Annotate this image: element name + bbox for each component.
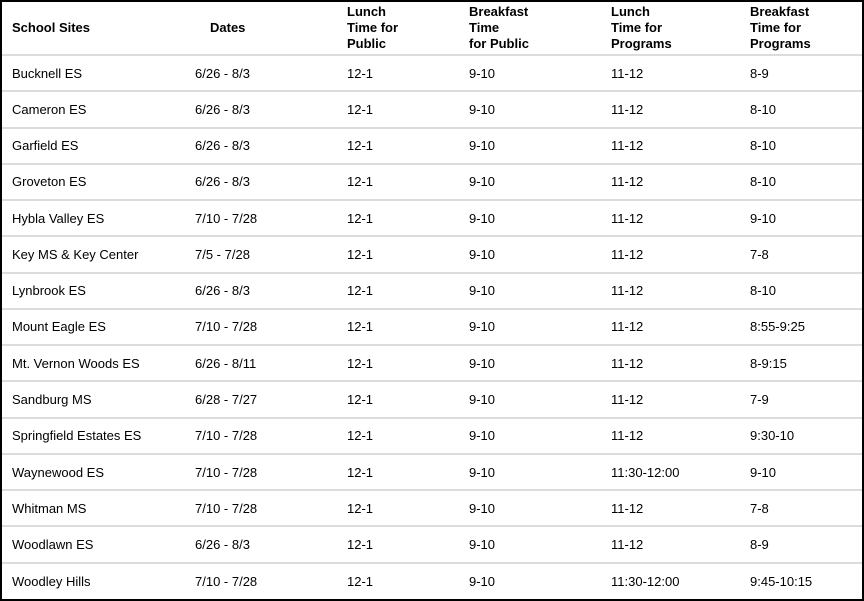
table-cell: 6/26 - 8/11 [195,355,257,371]
table-cell: 11-12 [611,246,644,262]
table-cell: 7/5 - 7/28 [195,246,250,262]
table-cell: 9-10 [469,65,496,81]
table-cell: 9-10 [469,537,496,553]
column-header-breakfast-public [459,2,601,55]
table-cell: 9:45-10:15 [750,573,813,589]
table-cell: 7/10 - 7/28 [195,464,258,480]
table-body [2,55,862,599]
table-cell: 9-10 [469,283,496,299]
table-cell: 11-12 [611,138,644,154]
table-cell: 11-12 [611,283,644,299]
school-site-cell: Key MS & Key Center [12,246,139,262]
table-cell: 8-10 [750,138,777,154]
table-cell: 8-10 [750,174,777,190]
table-cell: 12-1 [347,283,374,299]
column-header-line: Time for [611,20,663,35]
table-cell: 11-12 [611,428,644,444]
column-header-line: Breakfast [469,4,529,19]
table-cell: 11-12 [611,174,644,190]
table-cell: 9-10 [750,464,777,480]
table-row [2,91,862,127]
school-site-cell: Whitman MS [12,500,87,516]
table-cell: 9-10 [469,246,496,262]
school-site-cell: Garfield ES [12,138,79,154]
table-cell: 12-1 [347,246,374,262]
table-cell: 9-10 [469,573,496,589]
column-header-line: School Sites [12,20,91,35]
table-cell: 9-10 [469,428,496,444]
table-cell: 9-10 [469,464,496,480]
header-row [2,2,862,55]
column-header-line: Lunch [611,4,650,19]
table-cell: 9-10 [469,101,496,117]
school-site-cell: Sandburg MS [12,392,92,408]
schedule-table [2,2,862,599]
table-cell: 12-1 [347,138,374,154]
table-cell: 12-1 [347,537,374,553]
table-row [2,309,862,345]
column-header-line: Time for [750,20,802,35]
column-header-line: Time [469,20,500,35]
table-cell: 8-9 [750,65,769,81]
table-cell: 6/28 - 7/27 [195,392,258,408]
column-header-line: Lunch [347,4,386,19]
table-row [2,55,862,91]
table-cell: 8-10 [750,283,777,299]
table-cell: 9-10 [469,355,496,371]
table-cell: 12-1 [347,319,374,335]
table-cell: 8-9 [750,537,769,553]
table-row [2,418,862,454]
table-cell: 11-12 [611,392,644,408]
table-cell: 6/26 - 8/3 [195,283,250,299]
table-cell: 9-10 [469,392,496,408]
table-cell: 6/26 - 8/3 [195,65,250,81]
column-header-dates [185,2,337,55]
table-cell: 11-12 [611,355,644,371]
table-row [2,381,862,417]
table-row [2,526,862,562]
school-site-cell: Woodley Hills [12,573,91,589]
table-cell: 11-12 [611,101,644,117]
column-header-breakfast-programs [740,2,862,55]
school-site-cell: Mount Eagle ES [12,319,106,335]
table-cell: 11:30-12:00 [611,573,680,589]
table-cell: 7-8 [750,246,769,262]
table-cell: 11-12 [611,319,644,335]
school-site-cell: Springfield Estates ES [12,428,142,444]
table-row [2,454,862,490]
table-cell: 9-10 [469,210,496,226]
table-row [2,236,862,272]
table-cell: 6/26 - 8/3 [195,138,250,154]
table-cell: 7/10 - 7/28 [195,319,258,335]
table-cell: 7/10 - 7/28 [195,428,258,444]
table-cell: 11-12 [611,537,644,553]
column-header-line: Dates [210,20,246,35]
school-site-cell: Bucknell ES [12,65,83,81]
table-cell: 11-12 [611,210,644,226]
column-header-line: Programs [611,36,672,51]
table-cell: 6/26 - 8/3 [195,101,250,117]
table-cell: 12-1 [347,355,374,371]
school-site-cell: Waynewood ES [12,464,105,480]
table-row [2,200,862,236]
table-cell: 12-1 [347,210,374,226]
table-cell: 6/26 - 8/3 [195,174,250,190]
table-row [2,490,862,526]
column-header-line: for Public [469,36,529,51]
table-cell: 9-10 [469,500,496,516]
table-cell: 12-1 [347,464,374,480]
table-cell: 12-1 [347,428,374,444]
table-cell: 8:55-9:25 [750,319,805,335]
table-cell: 7/10 - 7/28 [195,573,258,589]
school-site-cell: Hybla Valley ES [12,210,105,226]
table-cell: 8-10 [750,101,777,117]
table-cell: 12-1 [347,174,374,190]
table-cell: 12-1 [347,500,374,516]
column-header-line: Time for [347,20,399,35]
table-cell: 9-10 [469,319,496,335]
table-row [2,345,862,381]
table-cell: 9-10 [750,210,777,226]
table-cell: 12-1 [347,573,374,589]
table-cell: 12-1 [347,65,374,81]
table-cell: 7-8 [750,500,769,516]
table-cell: 9:30-10 [750,428,795,444]
table-cell: 12-1 [347,392,374,408]
column-header-line: Programs [750,36,811,51]
column-header-lunch-programs [601,2,740,55]
table-header [2,2,862,55]
table-cell: 7-9 [750,392,769,408]
column-header-school-sites [2,2,185,55]
table-cell: 7/10 - 7/28 [195,500,258,516]
column-header-line: Breakfast [750,4,810,19]
table-cell: 6/26 - 8/3 [195,537,250,553]
table-cell: 8-9:15 [750,355,787,371]
table-cell: 7/10 - 7/28 [195,210,258,226]
school-site-cell: Cameron ES [12,101,87,117]
table-row [2,128,862,164]
column-header-line: Public [347,36,387,51]
table-cell: 12-1 [347,101,374,117]
school-site-cell: Woodlawn ES [12,537,94,553]
table-cell: 11-12 [611,65,644,81]
column-header-lunch-public [337,2,459,55]
school-site-cell: Groveton ES [12,174,87,190]
table-cell: 11:30-12:00 [611,464,680,480]
table-row [2,273,862,309]
school-site-cell: Mt. Vernon Woods ES [12,355,140,371]
table-cell: 9-10 [469,174,496,190]
table-row [2,164,862,200]
school-site-cell: Lynbrook ES [12,283,86,299]
table-cell: 9-10 [469,138,496,154]
table-row [2,563,862,599]
table-cell: 11-12 [611,500,644,516]
